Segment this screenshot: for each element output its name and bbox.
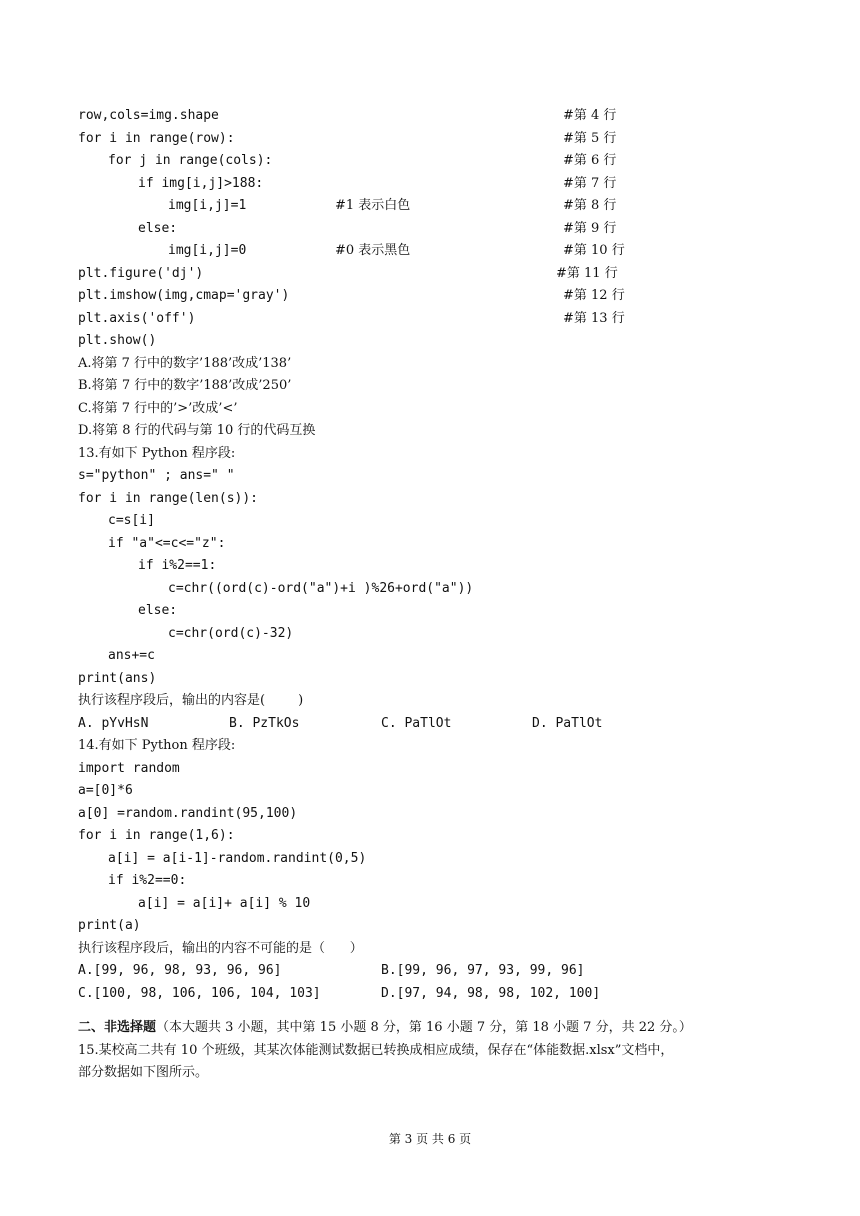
code-line: a[i] = a[i]+ a[i] % 10 xyxy=(138,895,311,911)
code-line: c=chr(ord(c)-32) xyxy=(168,625,294,641)
q13-stem: 13.有如下 Python 程序段: xyxy=(78,445,236,461)
code-line: plt.figure('dj') xyxy=(78,265,204,281)
code-line: if i%2==1: xyxy=(138,558,217,573)
code-line: for i in range(1,6): xyxy=(78,828,235,843)
q12-option: D.将第 8 行的代码与第 10 行的代码互换 xyxy=(78,423,316,438)
q13-option: B. PzTkOs xyxy=(229,715,300,731)
code-line: if img[i,j]>188: xyxy=(138,175,264,191)
q13-option: D. PaTlOt xyxy=(532,715,603,731)
line-number-comment: #第 8 行 xyxy=(563,198,617,213)
line-number-comment: #第 12 行 xyxy=(563,288,625,303)
code-line: row,cols=img.shape xyxy=(78,108,219,123)
q12-option: C.将第 7 行中的’>’改成’<’ xyxy=(78,400,238,416)
code-line: img[i,j]=0 xyxy=(168,243,247,258)
code-line: ans+=c xyxy=(108,648,155,663)
line-number-comment: #第 6 行 xyxy=(563,153,617,168)
q14-option: D.[97, 94, 98, 98, 102, 100] xyxy=(381,985,601,1001)
code-line: print(ans) xyxy=(78,670,157,686)
q14-option: C.[100, 98, 106, 106, 104, 103] xyxy=(78,985,321,1001)
code-line: for i in range(row): xyxy=(78,130,235,146)
line-number-comment: #第 4 行 xyxy=(563,108,617,123)
q14-option: B.[99, 96, 97, 93, 99, 96] xyxy=(381,963,585,978)
code-line: a[0] =random.randint(95,100) xyxy=(78,805,298,821)
code-line: for i in range(len(s)): xyxy=(78,490,259,506)
line-number-comment: #第 13 行 xyxy=(563,310,625,326)
page-footer: 第 3 页 共 6 页 xyxy=(388,1132,472,1146)
section-heading: 二、非选择题 xyxy=(78,1020,157,1035)
q13-option: A. pYvHsN xyxy=(78,715,149,731)
q15-text-line1: 15.某校高二共有 10 个班级，其某次体能测试数据已转换成相应成绩，保存在“体能数据.xlsx”文档中， xyxy=(78,1042,674,1058)
code-line: s="python" ; ans=" " xyxy=(78,468,235,483)
code-line: a=[0]*6 xyxy=(78,783,133,798)
q13-option: C. PaTlOt xyxy=(381,715,452,731)
section-title xyxy=(78,1019,692,1037)
code-line: c=chr((ord(c)-ord("a")+i )%26+ord("a")) xyxy=(168,580,474,596)
code-line: else: xyxy=(138,603,178,618)
code-line: else: xyxy=(138,220,178,236)
q12-option: B.将第 7 行中的数字’188’改成’250’ xyxy=(78,378,292,393)
code-line: plt.imshow(img,cmap='gray') xyxy=(78,288,290,303)
q15-text-line2: 部分数据如下图所示。 xyxy=(78,1065,209,1080)
q14-option: A.[99, 96, 98, 93, 96, 96] xyxy=(78,963,282,978)
code-line: img[i,j]=1 xyxy=(168,198,247,213)
inline-comment: #1 表示白色 xyxy=(335,198,411,213)
code-line: a[i] = a[i-1]-random.randint(0,5) xyxy=(108,850,367,866)
q12-option: A.将第 7 行中的数字’188’改成’138’ xyxy=(78,355,292,371)
q13-question: 执行该程序段后，输出的内容是( ) xyxy=(78,693,304,708)
line-number-comment: #第 11 行 xyxy=(556,265,618,281)
line-number-comment: #第 9 行 xyxy=(563,220,617,236)
q14-stem: 14.有如下 Python 程序段: xyxy=(78,738,236,753)
code-line: c=s[i] xyxy=(108,513,155,528)
section-note: （本大题共 3 小题，其中第 15 小题 8 分，第 16 小题 7 分，第 18 小题 7 分，共 22 分。） xyxy=(156,1020,692,1035)
line-number-comment: #第 10 行 xyxy=(563,243,625,258)
inline-comment: #0 表示黑色 xyxy=(335,243,411,258)
line-number-comment: #第 7 行 xyxy=(563,175,617,191)
code-line: plt.axis('off') xyxy=(78,310,196,326)
code-line: plt.show() xyxy=(78,333,157,348)
code-line: if "a"<=c<="z": xyxy=(108,535,226,551)
code-line: print(a) xyxy=(78,918,141,933)
code-line: for j in range(cols): xyxy=(108,153,273,168)
code-line: if i%2==0: xyxy=(108,873,187,888)
code-line: import random xyxy=(78,760,180,776)
q14-question: 执行该程序段后，输出的内容不可能的是（ ） xyxy=(78,940,363,956)
line-number-comment: #第 5 行 xyxy=(563,130,617,146)
